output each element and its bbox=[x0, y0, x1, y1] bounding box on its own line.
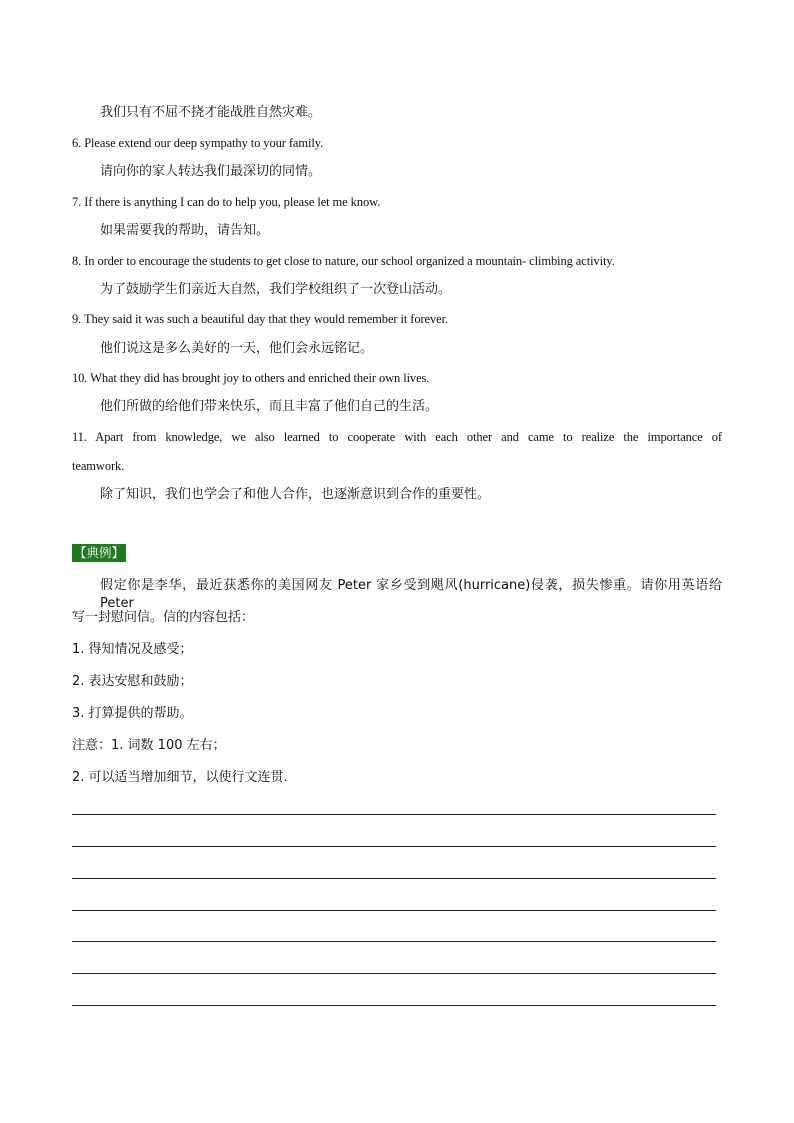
example-note-2: 2. 可以适当增加细节，以使行文连贯. bbox=[72, 770, 288, 785]
item-11-sentence-line2: teamwork. bbox=[72, 459, 125, 473]
example-prompt-line2: 写一封慰问信。信的内容包括： bbox=[72, 610, 255, 625]
item-7-translation: 如果需要我的帮助，请告知。 bbox=[100, 223, 270, 238]
item-8-sentence: 8. In order to encourage the students to get close to nature, our school organized a mountain- climbing activity. bbox=[72, 254, 615, 268]
example-tag: 【典例】 bbox=[74, 545, 125, 560]
item-5-translation: 我们只有不屈不挠才能战胜自然灾难。 bbox=[100, 105, 322, 120]
item-9-translation: 他们说这是多么美好的一天，他们会永远铭记。 bbox=[100, 341, 374, 356]
answer-line[interactable] bbox=[72, 910, 716, 911]
item-10-sentence: 10. What they did has brought joy to others and enriched their own lives. bbox=[72, 371, 430, 385]
item-6-translation: 请向你的家人转达我们最深切的同情。 bbox=[100, 164, 322, 179]
item-7-sentence: 7. If there is anything I can do to help you, please let me know. bbox=[72, 195, 381, 209]
item-11-translation: 除了知识，我们也学会了和他人合作，也逐渐意识到合作的重要性。 bbox=[100, 487, 491, 502]
example-point-1: 1. 得知情况及感受； bbox=[72, 642, 193, 657]
item-8-translation: 为了鼓励学生们亲近大自然，我们学校组织了一次登山活动。 bbox=[100, 282, 452, 297]
answer-line[interactable] bbox=[72, 941, 716, 942]
item-6-sentence: 6. Please extend our deep sympathy to your family. bbox=[72, 136, 324, 150]
example-prompt-line1: 假定你是李华，最近获悉你的美国网友 Peter 家乡受到飓风(hurricane)侵袭，损失惨重。请你用英语给 Peter bbox=[100, 578, 722, 611]
item-10-translation: 他们所做的给他们带来快乐，而且丰富了他们自己的生活。 bbox=[100, 399, 439, 414]
item-11-sentence-line1: 11. Apart from knowledge, we also learned to cooperate with each other and came to realize the importance of bbox=[72, 430, 722, 444]
answer-line[interactable] bbox=[72, 814, 716, 815]
item-9-sentence: 9. They said it was such a beautiful day that they would remember it forever. bbox=[72, 312, 448, 326]
answer-line[interactable] bbox=[72, 973, 716, 974]
answer-line[interactable] bbox=[72, 1005, 716, 1006]
answer-line[interactable] bbox=[72, 878, 716, 879]
example-note-1: 注意：1. 词数 100 左右； bbox=[72, 738, 226, 753]
example-point-3: 3. 打算提供的帮助。 bbox=[72, 706, 193, 721]
answer-line[interactable] bbox=[72, 846, 716, 847]
example-point-2: 2. 表达安慰和鼓励； bbox=[72, 674, 193, 689]
